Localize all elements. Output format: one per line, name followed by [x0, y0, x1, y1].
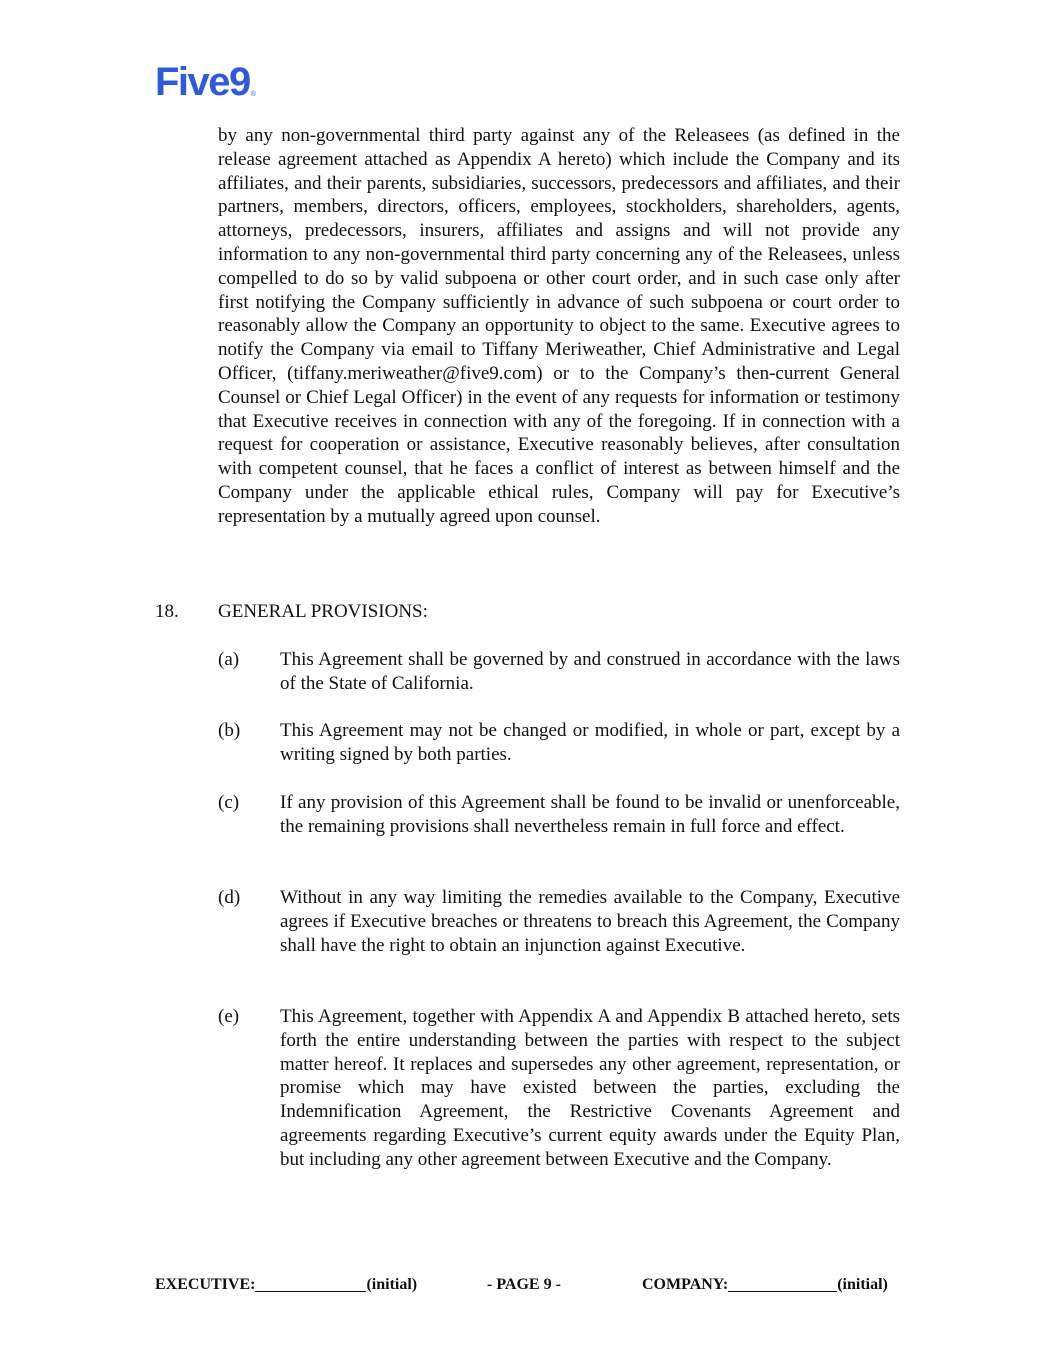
registered-mark: ® — [250, 91, 256, 98]
logo-wordmark: Five9 — [155, 60, 250, 104]
executive-label: EXECUTIVE: — [155, 1276, 256, 1293]
five9-logo — [155, 58, 256, 102]
company-initial-line — [728, 1275, 837, 1292]
provision-mark: (e) — [218, 1006, 240, 1027]
section-title: GENERAL PROVISIONS: — [218, 601, 428, 622]
provision-text: This Agreement, together with Appendix A and Appendix B attached hereto, sets forth the entire understanding between the parties with respect to the subject matter hereof. It replaces and supersedes any other agreement, representation, or promise which may have existed between the parties, excluding the Indemnification Agreement, the Restrictive Covenants Agreement and agreements regarding Executive’s current equity awards under the Equity Plan, but including any other agreement between Executive and the Company. — [280, 1006, 900, 1170]
provision-text: Without in any way limiting the remedies available to the Company, Executive agrees if Executive breaches or threatens to breach this Agreement, the Company shall have the right to obtain an injunction against Executive. — [280, 887, 900, 956]
section-number: 18. — [155, 601, 179, 622]
provision-d — [218, 886, 900, 957]
provision-mark: (b) — [218, 720, 241, 741]
provision-a — [218, 648, 900, 696]
company-initial-caption: (initial) — [837, 1276, 888, 1293]
company-initial-block — [642, 1275, 888, 1295]
provision-text: If any provision of this Agreement shall be found to be invalid or unenforceable, the remaining provisions shall nevertheless remain in full force and effect. — [280, 792, 900, 837]
provision-text: This Agreement shall be governed by and construed in accordance with the laws of the State of California. — [280, 649, 900, 694]
section-heading — [155, 600, 428, 624]
provision-mark: (a) — [218, 649, 240, 670]
provision-mark: (c) — [218, 792, 240, 813]
provision-text: This Agreement may not be changed or modified, in whole or part, except by a writing signed by both parties. — [280, 720, 900, 765]
page-number: - PAGE 9 - — [487, 1276, 561, 1293]
intro-paragraph: by any non-governmental third party against any of the Releasees (as defined in the release agreement attached as Appendix A hereto) which include the Company and its affiliates, and their parents, subsidiaries, successors, predecessors and affiliates, and their partners, members, directors, officers, employees, stockholders, shareholders, agents, attorneys, predecessors, insurers, affiliates and assigns and will not provide any information to any non-governmental third party concerning any of the Releasees, unless compelled to do so by valid subpoena or other court order, and in such case only after first notifying the Company sufficiently in advance of such subpoena or court order to reasonably allow the Company an opportunity to object to the same. Executive agrees to notify the Company via email to Tiffany Meriweather, Chief Administrative and Legal Officer, (tiffany.meriweather@five9.com) or to the Company’s then-current General Counsel or Chief Legal Officer) in the event of any requests for information or testimony that Executive receives in connection with any of the foregoing. If in connection with a request for cooperation or assistance, Executive reasonably believes, after consultation with competent counsel, that he faces a conflict of interest as between himself and the Company under the applicable ethical rules, Company will pay for Executive’s representation by a mutually agreed upon counsel. — [218, 125, 900, 527]
executive-initial-line — [255, 1275, 366, 1292]
provision-c — [218, 791, 900, 839]
executive-initial-caption: (initial) — [366, 1276, 418, 1293]
company-label: COMPANY: — [642, 1276, 729, 1293]
provision-mark: (d) — [218, 887, 241, 908]
executive-initial-block — [155, 1275, 417, 1295]
provision-e — [218, 1005, 900, 1172]
provision-b — [218, 719, 900, 767]
